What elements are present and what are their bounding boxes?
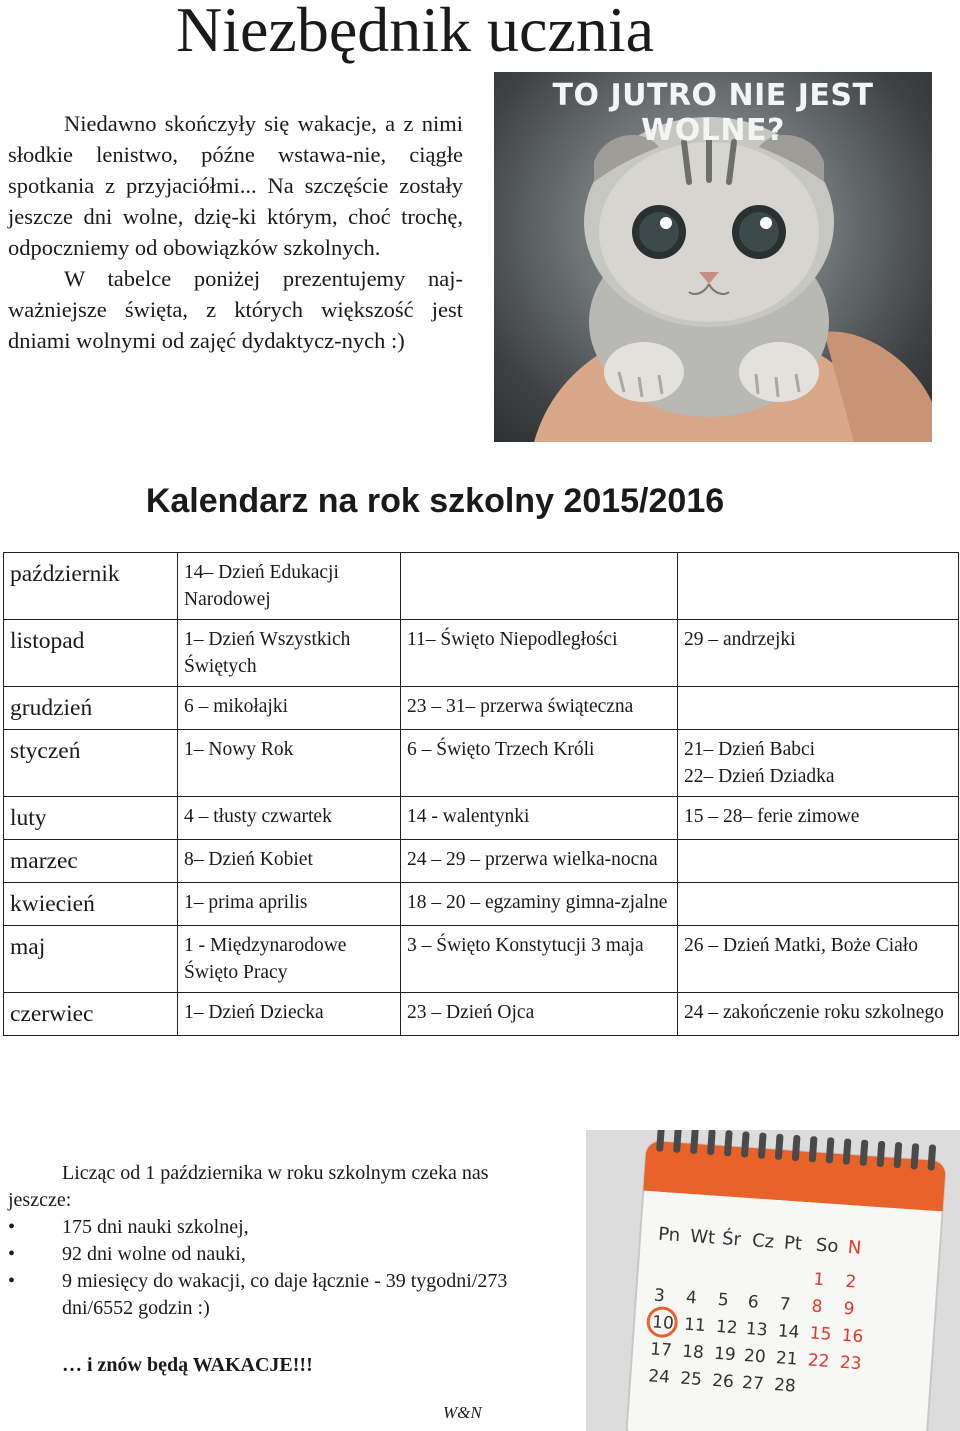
summary-list [8,1214,553,1322]
calendar-day-number: 7 [779,1294,792,1316]
calendar-day-number: 3 [653,1285,666,1307]
page-title: Niezbędnik ucznia [176,0,654,65]
calendar-day-number: 18 [681,1341,705,1364]
calendar-day-number: 1 [812,1269,826,1291]
author-signature: W&N [443,1403,482,1422]
calendar-illustration [586,1130,960,1431]
calendar-day-number: 20 [743,1345,767,1368]
calendar-day-header: Pn [657,1223,681,1247]
holiday-cell: 14 - walentynki [401,797,678,840]
holiday-cell: 1 - Międzynarodowe Święto Pracy [178,926,401,993]
calendar-day-header: Cz [751,1230,775,1253]
calendar-day-number: 15 [809,1323,833,1345]
holiday-cell: 11– Święto Niepodległości [401,620,678,687]
month-cell: listopad [4,620,178,687]
calendar-day-number: 9 [842,1298,856,1320]
calendar-page-icon [586,1130,960,1431]
month-cell: luty [4,797,178,840]
bullet-icon: • [8,1243,16,1265]
table-row [4,883,959,926]
month-cell: marzec [4,840,178,883]
holiday-cell [678,840,959,883]
calendar-day-number: 22 [807,1350,831,1372]
calendar-day-header: Wt [689,1225,716,1249]
month-cell: kwiecień [4,883,178,926]
list-item: • 92 dni wolne od nauki, [8,1241,553,1268]
calendar-day-header: So [815,1234,840,1258]
holiday-cell: 6 – Święto Trzech Króli [401,730,678,797]
holiday-cell: 21– Dzień Babci 22– Dzień Dziadka [678,730,959,797]
holiday-cell [678,687,959,730]
table-row [4,687,959,730]
bullet-icon: • [8,1216,16,1238]
calendar-day-number: 13 [745,1318,769,1341]
holiday-cell: 3 – Święto Konstytucji 3 maja [401,926,678,993]
holiday-calendar-table [3,552,959,1036]
holiday-cell: 1– Dzień Dziecka [178,993,401,1036]
holiday-cell: 29 – andrzejki [678,620,959,687]
calendar-day-number: 10 [651,1312,675,1334]
calendar-day-number: 24 [647,1366,671,1388]
calendar-day-number: 16 [840,1325,864,1348]
meme-caption: TO JUTRO NIE JEST WOLNE? [552,78,874,148]
intro-paragraph-2: W tabelce poniżej prezentujemy naj-ważniejsze święta, z których większość jest dniami wolnymi od zajęć dydaktycz-nych :) [8,266,463,353]
calendar-day-number: 11 [683,1314,707,1337]
calendar-day-number: 19 [713,1343,737,1366]
calendar-day-number: 17 [649,1339,673,1361]
holiday-cell: 15 – 28– ferie zimowe [678,797,959,840]
summary-lead: Licząc od 1 października w roku szkolnym czeka nas jeszcze: [8,1162,489,1211]
holiday-cell: 26 – Dzień Matki, Boże Ciało [678,926,959,993]
calendar-day-number: 12 [715,1316,739,1339]
month-cell: styczeń [4,730,178,797]
holiday-cell: 14– Dzień Edukacji Narodowej [178,553,401,620]
table-row [4,926,959,993]
holiday-cell: 23 – 31– przerwa świąteczna [401,687,678,730]
holiday-cell: 23 – Dzień Ojca [401,993,678,1036]
table-row [4,730,959,797]
holiday-cell: 8– Dzień Kobiet [178,840,401,883]
holiday-cell: 24 – zakończenie roku szkolnego [678,993,959,1036]
intro-text [8,108,463,356]
calendar-day-number: 2 [844,1271,857,1293]
table-row [4,620,959,687]
summary-final: … i znów będą WAKACJE!!! [62,1354,313,1376]
holiday-cell: 4 – tłusty czwartek [178,797,401,840]
table-row [4,993,959,1036]
month-cell: czerwiec [4,993,178,1036]
holiday-cell [678,553,959,620]
month-cell: maj [4,926,178,993]
calendar-day-header: Śr [721,1228,742,1251]
calendar-day-number: 14 [777,1321,801,1343]
bullet-icon: • [8,1270,16,1292]
calendar-day-number: 8 [810,1296,824,1318]
calendar-table-body [4,553,959,1036]
calendar-day-number: 23 [839,1352,863,1375]
list-item: • 175 dni nauki szkolnej, [8,1214,553,1241]
calendar-day-number: 25 [679,1368,703,1390]
month-cell: październik [4,553,178,620]
summary-section [8,1160,553,1379]
calendar-day-number: 21 [775,1348,799,1370]
holiday-cell [678,883,959,926]
calendar-day-header: Pt [783,1232,803,1255]
holiday-cell: 1– prima aprilis [178,883,401,926]
calendar-day-number: 4 [685,1287,698,1309]
holiday-cell: 24 – 29 – przerwa wielka-nocna [401,840,678,883]
list-item: • 9 miesięcy do wakacji, co daje łącznie - 39 tygodni/273 dni/6552 godzin :) [8,1270,508,1319]
calendar-day-number: 27 [741,1372,765,1395]
table-row [4,553,959,620]
month-cell: grudzień [4,687,178,730]
calendar-day-header: N [847,1236,863,1259]
intro-paragraph-1: Niedawno skończyły się wakacje, a z nimi słodkie lenistwo, późne wstawa-nie, ciągłe spotkania z przyjaciółmi... Na szczęście zostały jeszcze dni wolne, dzię-ki którym, choć trochę, odpoczniemy od obowiązków szkolnych. [8,111,463,260]
holiday-cell: 6 – mikołajki [178,687,401,730]
table-row [4,797,959,840]
cat-meme-image [494,72,932,442]
calendar-day-number: 26 [711,1370,735,1393]
calendar-day-number: 6 [747,1292,760,1313]
calendar-heading: Kalendarz na rok szkolny 2015/2016 [145,482,725,520]
holiday-cell: 18 – 20 – egzaminy gimna-zjalne [401,883,678,926]
table-row [4,840,959,883]
calendar-day-number: 5 [717,1289,730,1311]
calendar-day-number: 28 [773,1375,797,1397]
holiday-cell: 1– Nowy Rok [178,730,401,797]
holiday-cell: 1– Dzień Wszystkich Świętych [178,620,401,687]
holiday-cell [401,553,678,620]
